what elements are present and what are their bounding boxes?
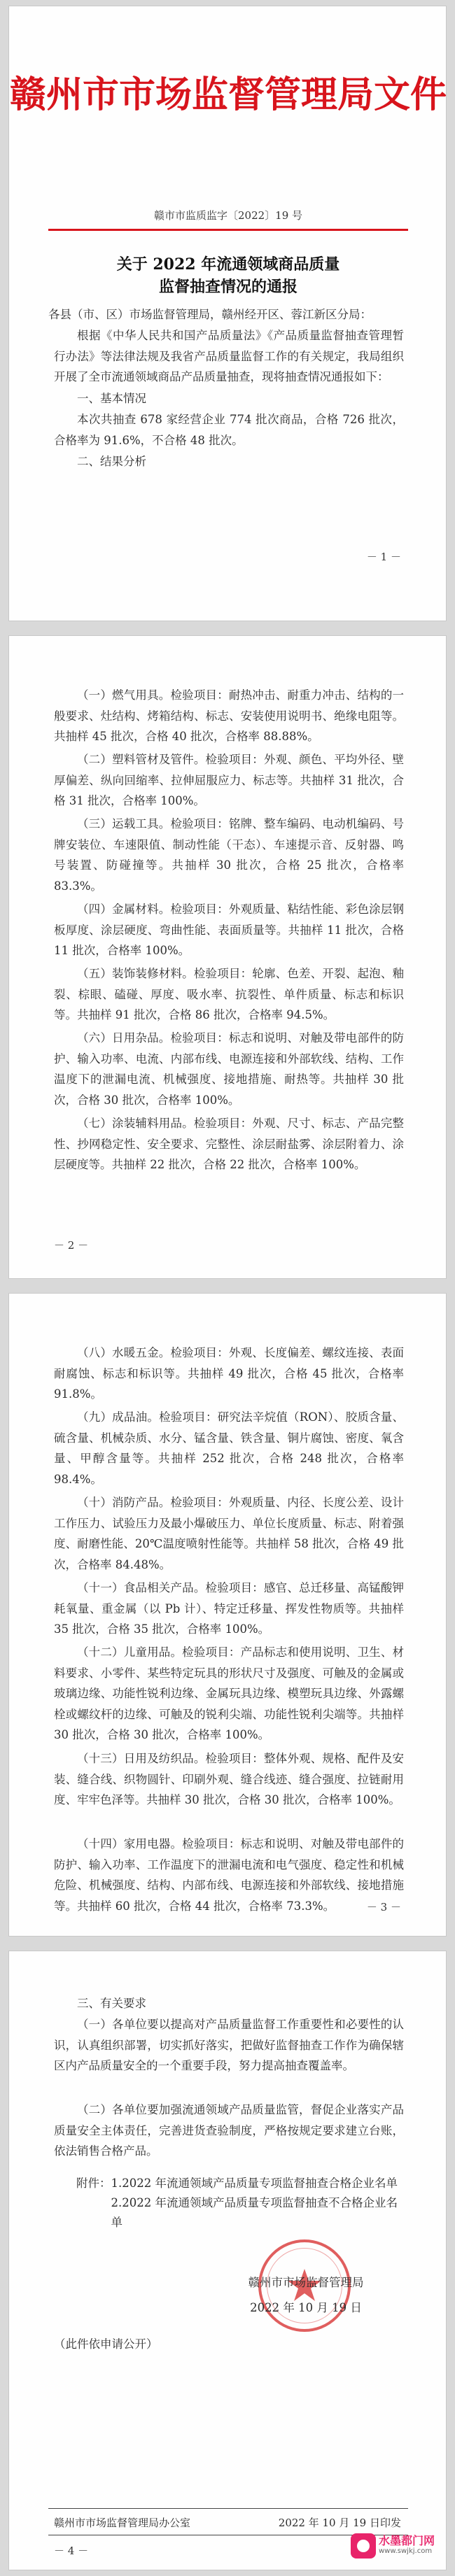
result-item-11: （十一）食品相关产品。检验项目：感官、总迁移量、高锰酸钾耗氧量、重金属（以 Pb 计）、特定迁移量、挥发性物质等。共抽样 35 批次，合格 35 批次，合格率 100%。 — [54, 1581, 404, 1636]
public-disclosure-note: （此件依申请公开） — [54, 2337, 158, 2351]
requirement-2: （二）各单位要加强流通领域产品质量监管，督促企业落实产品质量安全主体责任，完善进货查验制度，严格按规定要求建立台账，依法销售合格产品。 — [54, 2103, 404, 2158]
result-item-7: （七）涂装辅料用品。检验项目：外观、尺寸、标志、产品完整性、抄网稳定性、安全要求、完整性、涂层耐盐雾、涂层附着力、涂层硬度等。共抽样 22 批次，合格 22 批次，合格率 100%。 — [54, 1117, 404, 1171]
result-item-5: （五）装饰装修材料。检验项目：轮廓、色差、开裂、起泡、釉裂、棕眼、磕碰、厚度、吸水率、抗裂性、单件质量、标志和标识等。共抽样 91 批次，合格 86 批次，合格率 94.5%。 — [54, 967, 404, 1021]
result-item-9: （九）成品油。检验项目：研究法辛烷值（RON）、胶质含量、硫含量、机械杂质、水分、锰含量、铁含量、铜片腐蚀、密度、氧含量、甲醇含量等。共抽样 252 批次，合格 248 批次，合格率 98.4%。 — [54, 1410, 404, 1486]
page-number: － 2 － — [54, 1239, 89, 1252]
issue-date: 2022 年 10 月 19 日 — [250, 2301, 362, 2314]
footer-office: 赣州市市场监督管理局办公室 — [54, 2517, 191, 2529]
result-item-10: （十）消防产品。检验项目：外观质量、内径、长度公差、设计工作压力、试验压力及最小爆破压力、单位长度质量、标志、附着强度、耐磨性能、20℃温度喷射性能等。共抽样 58 批次，合格 49 批次，合格率 84.48%。 — [54, 1496, 404, 1571]
basic-info-paragraph: 本次共抽查 678 家经营企业 774 批次商品，合格 726 批次，合格率为 91.6%，不合格 48 批次。 — [54, 413, 404, 447]
result-item-4: （四）金属材料。检验项目：外观质量、粘结性能、彩色涂层钢板厚度、涂层硬度、弯曲性能、表面质量等。共抽样 11 批次，合格 11 批次，合格率 100%。 — [54, 903, 404, 957]
intro-paragraph: 根据《中华人民共和国产品质量法》《产品质量监督抽查管理暂行办法》等法律法规及我省产品质量监督工作的有关规定，我局组织开展了全市流通领域商品产品质量抽查，现将抽查情况通报如下： — [54, 329, 404, 383]
result-item-8: （八）水暖五金。检验项目：外观、长度偏差、螺纹连接、表面耐腐蚀、标志和标识等。共抽样 49 批次，合格 45 批次，合格率 91.8%。 — [54, 1346, 404, 1401]
issuer-name: 赣州市市场监督管理局 — [248, 2276, 364, 2289]
result-item-2: （二）塑料管材及管件。检验项目：外观、颜色、平均外径、壁厚偏差、纵向回缩率、拉伸屈服应力、标志等。共抽样 31 批次，合格 31 批次，合格率 100%。 — [54, 753, 404, 807]
result-item-3: （三）运载工具。检验项目：铭牌、整车编码、电动机编码、号牌安装位、车速限值、制动性能（干态）、车速提示音、反射器、鸣号装置、防碰撞等。共抽样 30 批次，合格 25 批次，合格率 83.3%。 — [54, 817, 404, 893]
result-item-1: （一）燃气用具。检验项目：耐热冲击、耐重力冲击、结构的一般要求、灶结构、烤箱结构、标志、安装使用说明书、绝缘电阻等。共抽样 45 批次，合格 40 批次，合格率 88.88%。 — [54, 688, 404, 743]
header-red-rule — [48, 229, 408, 231]
requirement-1: （一）各单位要以提高对产品质量监督工作重要性和必要性的认识，认真组织部署，切实抓好落实，把做好监督抽查工作作为确保辖区内产品质量安全的一个重要手段，努力提高抽查覆盖率。 — [54, 2018, 404, 2072]
section-3-heading: 三、有关要求 — [77, 1997, 146, 2010]
document-number: 赣市市监质监字〔2022〕19 号 — [153, 209, 303, 222]
addressee: 各县（市、区）市场监督管理局，赣州经开区、蓉江新区分局： — [48, 308, 372, 321]
page-number: － 3 － — [366, 1901, 401, 1913]
attachment-item-1: 1.2022 年流通领域产品质量专项监督抽查合格企业名单 — [111, 2177, 398, 2190]
result-item-12: （十二）儿童用品。检验项目：产品标志和使用说明、卫生、材料要求、小零件、某些特定玩具的形状尺寸及强度、可触及的金属或玻璃边缘、功能性锐利边缘、金属玩具边缘、模塑玩具边缘、外露螺栓或螺纹杆的边缘、可触及的锐利尖端、功能性锐利尖端等。共抽样 30 批次，合格 30 批次，合格率 100%。 — [54, 1646, 404, 1741]
notice-title-line-1: 关于 2022 年流通领域商品质量 — [116, 255, 340, 274]
footer-print-date: 2022 年 10 月 19 日印发 — [278, 2517, 401, 2529]
document-header-title: 赣州市市场监督管理局文件 — [9, 74, 447, 116]
result-item-6: （六）日用杂品。检验项目：标志和说明、对触及带电部件的防护、输入功率、电流、内部布线、电源连接和外部软线、结构、工作温度下的泄漏电流、机械强度、接地措施、耐热等。共抽样 30 批次，合格 30 批次，合格率 100%。 — [54, 1031, 404, 1107]
site-watermark — [351, 2532, 440, 2560]
attachment-list — [76, 2174, 405, 2232]
result-item-14: （十四）家用电器。检验项目：标志和说明、对触及带电部件的防护、输入功率、工作温度下的泄漏电流和电气强度、稳定性和机械危险、机械强度、结构、内部布线、电源连接和外部软线、接地措施等。共抽样 60 批次，合格 44 批次，合格率 73.3%。 — [54, 1837, 404, 1913]
attachment-label: 附件： — [76, 2177, 111, 2190]
section-2-heading: 二、结果分析 — [77, 455, 146, 468]
page-2 — [8, 635, 447, 1279]
watermark-text: 水墨都门网 — [379, 2534, 435, 2547]
attachment-item-2: 2.2022 年流通领域产品质量专项监督抽查不合格企业名单 — [111, 2196, 398, 2229]
result-item-13: （十三）日用及纺织品。检验项目：整体外观、规格、配件及安装、缝合线、织物圆针、印刷外观、缝合线迹、缝合强度、拉链耐用度、牢牢色泽等。共抽样 30 批次，合格 30 批次，合格率 100%。 — [54, 1752, 404, 1806]
page-4 — [8, 1951, 447, 2570]
page-1 — [8, 6, 447, 621]
page-number: － 4 － — [54, 2545, 89, 2557]
watermark-url: www.swjkj.com — [379, 2547, 433, 2555]
page-number: － 1 － — [366, 551, 401, 563]
footer-top-rule — [48, 2508, 408, 2509]
page-3 — [8, 1293, 447, 1937]
section-1-heading: 一、基本情况 — [77, 392, 146, 405]
watermark-logo-icon — [351, 2533, 376, 2559]
notice-title-line-2: 监督抽查情况的通报 — [158, 278, 298, 296]
